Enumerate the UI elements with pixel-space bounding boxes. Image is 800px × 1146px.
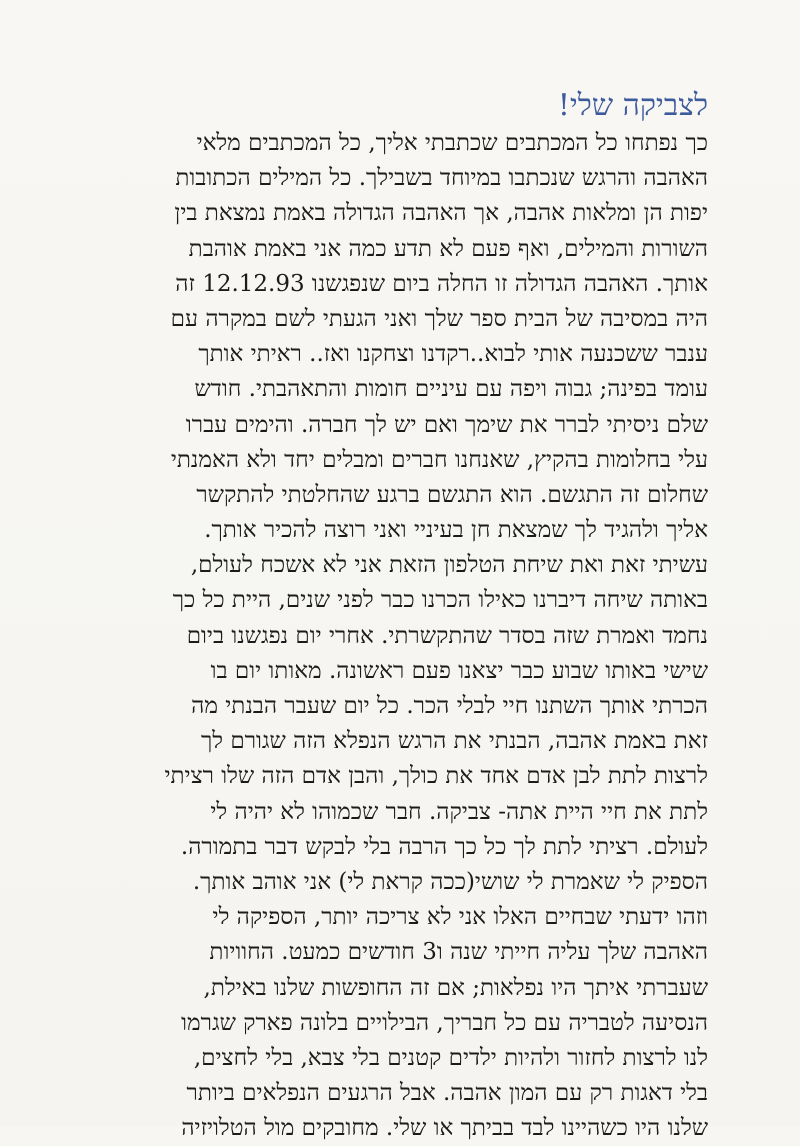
letter-line: עלי בחלומות בהקיץ, שאנחנו חברים ומבלים יחד ולא האמנתי [170, 446, 708, 473]
letter-line: שישי באותו שבוע כבר יצאנו פעם ראשונה. מאותו יום בו [210, 657, 708, 684]
letter-body [83, 126, 708, 1146]
letter-line: ענבר ששכנעה אותי לבוא..רקדנו וצחקנו ואז.. ראיתי אותך [198, 341, 708, 368]
letter-line: השורות והמילים, ואף פעם לא תדע כמה אני באמת אוהבת [188, 235, 708, 262]
letter-line: הנסיעה לטבריה עם כל חבריך, הבילויים בלונה פארק שגרמו [181, 1009, 708, 1036]
letter-line: לנו לרצות לחזור ולהיות ילדים קטנים בלי צבא, בלי לחצים, [193, 1044, 708, 1071]
letter-line: עומד בפינה; גבוה ויפה עם עיניים חומות והתאהבתי. חודש [194, 376, 708, 403]
letter-line: יפות הן ומלאות אהבה, אך האהבה הגדולה באמת נמצאת בין [174, 200, 708, 227]
letter-line: שעברתי איתך היו נפלאות; אם זה החופשות שלנו באילת, [203, 974, 708, 1001]
letter-line: לתת את חיי היית אתה- צביקה. חבר שכמוהו לא יהיה לי [210, 798, 708, 825]
letter-line: הכרתי אותך השתנו חיי לבלי הכר. כל יום שעבר הבנתי מה [191, 693, 708, 719]
letter-line: לרצות לתת לבן אדם אחד את כולך, והבן אדם הזה שלו רציתי [164, 763, 708, 790]
letter-line: האהבה והרגש שנכתבו במיוחד בשבילך. כל המילים הכתובות [175, 165, 708, 192]
letter-line: לעולם. רציתי לתת לך כל כך הרבה בלי לבקש דבר בתמורה. [180, 833, 708, 860]
letter-line: האהבה שלך עליה חייתי שנה ו3 חודשים כמעט. החוויות [209, 939, 708, 966]
letter-line: הספיק לי שאמרת לי שושי(ככה קראת לי) אני אוהב אותך. [192, 868, 708, 895]
letter-line: שלם ניסיתי לברר את שימך ואם יש לך חברה. והימים עברו [185, 411, 708, 438]
letter-line: עשיתי זאת ואת שיחת הטלפון הזאת אני לא אשכח לעולם, [190, 552, 708, 579]
letter-line: באותה שיחה דיברנו כאילו הכרנו כבר לפני שנים, היית כל כך [172, 587, 708, 614]
letter-line: שלנו היו כשהיינו לבד בביתך או שלי. מחובקים מול הטלויזיה [181, 1115, 708, 1142]
letter-line: אליך ולהגיד לך שמצאת חן בעיניי ואני רוצה להכיר אותך. [204, 517, 708, 544]
letter-line: זאת באמת אהבה, הבנתי את הרגש הנפלא הזה שגורם לך [201, 728, 708, 755]
letter-line: בלי דאגות רק עם המון אהבה. אבל הרגעים הנפלאים ביותר [186, 1080, 708, 1107]
letter-line: אותך. האהבה הגדולה זו החלה ביום שנפגשנו 12.12.93 זה [175, 270, 708, 297]
letter-title: לצביקה שלי! [557, 88, 708, 123]
letter-line: היה במסיבה של הבית ספר שלך ואני הגעתי לשם במקרה עם [170, 305, 708, 332]
letter-line: כך נפתחו כל המכתבים שכתבתי אליך, כל המכתבים מלאי [196, 130, 708, 156]
letter-line: וזהו ידעתי שבחיים האלו אני לא צריכה יותר, הספיקה לי [212, 904, 708, 931]
letter-line: נחמד ואמרת שזה בסדר שהתקשרתי. אחרי יום נפגשנו ביום [186, 622, 708, 649]
letter-line: שחלום זה התגשם. הוא התגשם ברגע שהחלטתי להתקשר [196, 481, 708, 508]
